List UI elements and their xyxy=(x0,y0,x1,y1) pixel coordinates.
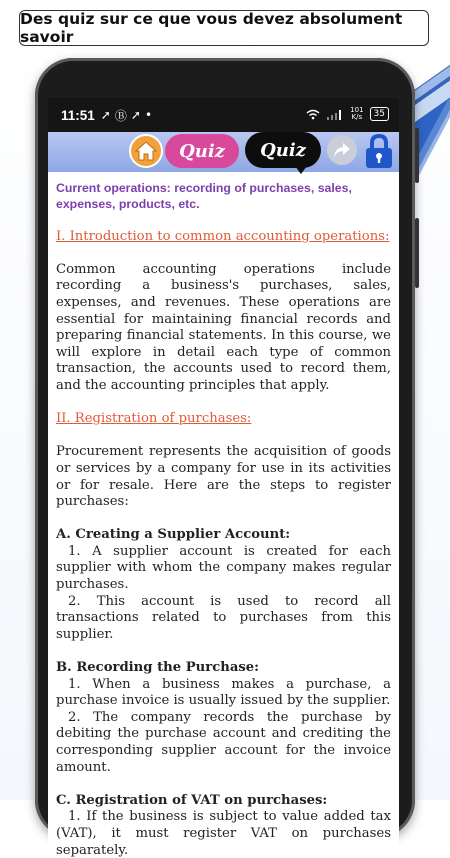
subsection-a-title: A. Creating a Supplier Account: xyxy=(56,527,291,543)
subsection-a-item1: 1. A supplier account is created for each supplier with whom the company makes regular purchases. xyxy=(56,543,391,593)
phone-screen xyxy=(48,98,399,858)
quiz-bubble-label: Quiz xyxy=(260,139,306,161)
home-button[interactable] xyxy=(129,134,163,168)
phone-side-button xyxy=(415,128,419,183)
battery-icon xyxy=(370,107,389,121)
swirl-app-icon-2: ➚ xyxy=(130,108,141,122)
swirl-app-icon: ➚ xyxy=(100,108,111,122)
section2-body: Procurement represents the acquisition of goods or services by a company for use in its activities or for resale. Here are the steps to register purchases: xyxy=(56,444,391,510)
subsection-b-title: B. Recording the Purchase: xyxy=(56,660,260,676)
quiz-button[interactable] xyxy=(165,134,239,168)
status-bar xyxy=(48,98,399,132)
banner-text: Des quiz sur ce que vous devez absolument savoir xyxy=(20,10,403,46)
phone-volume-button xyxy=(415,218,419,288)
battery-level: 35 xyxy=(373,109,385,119)
wifi-icon xyxy=(306,109,320,120)
quiz-button-label: Quiz xyxy=(179,140,225,162)
subsection-c-item1: 1. If the business is subject to value added tax (VAT), it must register VAT on purchases separately. xyxy=(56,809,391,858)
home-icon xyxy=(135,141,157,161)
subsection-b-item1: 1. When a business makes a purchase, a purchase invoice is usually issued by the supplier. xyxy=(56,676,391,709)
article-content xyxy=(56,172,391,858)
lock-icon xyxy=(362,133,396,169)
share-arrow-icon xyxy=(332,141,352,159)
subsection-b-item2: 2. The company records the purchase by debiting the purchase account and crediting the corresponding supplier account for the invoice amount. xyxy=(56,709,391,775)
section1-heading: I. Introduction to common accounting operations: xyxy=(56,228,390,244)
b-app-icon: Ⓑ xyxy=(114,108,127,123)
status-right xyxy=(306,107,389,121)
subsection-a-item2: 2. This account is used to record all transactions related to purchases from this supplier. xyxy=(56,593,391,642)
section1-body: Common accounting operations include recording a business's purchases, sales, expenses, and revenues. These operations are essential for maintaining financial records and preparing financial statements. In this course, we will explore in detail each type of common transaction, the accounts used to record them, and the accounting principles that apply. xyxy=(56,261,391,393)
app-toolbar xyxy=(48,132,399,172)
promo-banner xyxy=(19,10,429,46)
share-button[interactable] xyxy=(327,135,357,165)
more-dot-icon: • xyxy=(144,108,153,122)
phone-frame xyxy=(35,58,415,858)
signal-icon xyxy=(326,109,344,120)
section2-heading: II. Registration of purchases: xyxy=(56,411,252,427)
subsection-c-title: C. Registration of VAT on purchases: xyxy=(56,792,328,808)
status-time: 11:51 xyxy=(61,107,95,123)
lock-button[interactable] xyxy=(362,133,396,169)
quiz-bubble-button[interactable] xyxy=(245,132,321,168)
article-subtitle: Current operations: recording of purchases, sales, expenses, products, etc. xyxy=(56,181,352,211)
network-speed: 101 K/s xyxy=(350,106,364,121)
notification-icons xyxy=(101,107,152,124)
